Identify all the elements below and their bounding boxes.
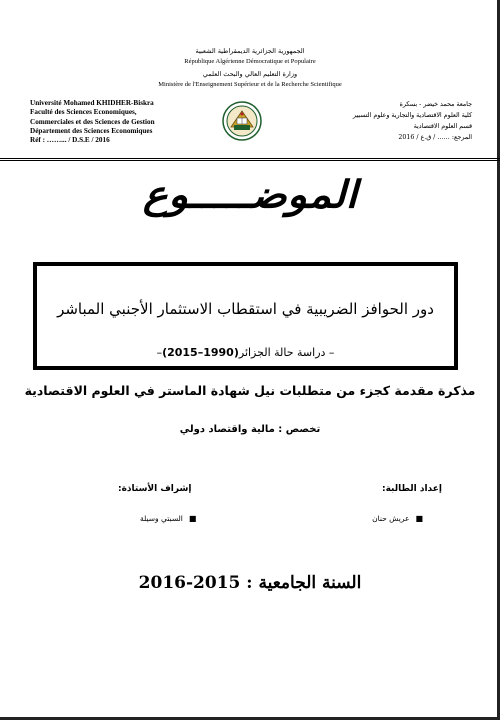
specialization: تخصص : مالية واقتصاد دولي (179, 424, 321, 435)
student-entry (372, 514, 423, 523)
university-block-fr (30, 99, 230, 145)
reference-fr: Réf : ……... / D.S.E / 2016 (30, 136, 110, 145)
faculty-name-fr-2: Commerciales et des Sciences de Gestion (30, 117, 155, 126)
case-study-line (37, 346, 454, 359)
academic-year: السنة الجامعية : 2015-2016 (138, 573, 362, 593)
department-name-ar: قسم العلوم الاقتصادية (413, 123, 472, 130)
case-study-suffix: – (156, 346, 163, 359)
thesis-title-box (33, 262, 458, 370)
faculty-name-ar: كلية العلوم الاقتصادية والتجارية وعلوم التسيير (352, 112, 472, 119)
student-label: إعداد الطالبة: (382, 484, 442, 494)
supervisor-label: إشراف الأستاذة: (118, 484, 192, 494)
bullet-icon: ■ (415, 514, 423, 523)
faculty-name-fr-1: Faculté des Sciences Economiques, (30, 108, 137, 117)
memo-statement: مذكرة مقدمة كجزء من متطلبات نيل شهادة الماستر في العلوم الاقتصادية (24, 383, 476, 398)
ministry-fr: Ministère de l'Enseignement Supérieur et de la Recherche Scientifique (158, 81, 342, 88)
bullet-icon: ■ (188, 514, 197, 523)
case-study-prefix: – دراسة حالة الجزائر (238, 346, 335, 359)
university-logo (222, 101, 262, 141)
thesis-title: دور الحوافز الضريبية في استقطاب الاستثمار الأجنبي المباشر (57, 300, 434, 318)
ministry-ar: وزارة التعليم العالي والبحث العلمي (202, 70, 298, 78)
supervisor-entry (140, 514, 196, 523)
university-block-ar (312, 99, 472, 143)
republic-ar: الجمهورية الجزائرية الديمقراطية الشعبية (195, 47, 305, 55)
case-study-years: (1990–2015) (162, 346, 239, 359)
university-name-fr: Université Mohamed KHIDHER-Biskra (30, 99, 154, 107)
department-name-fr: Département des Sciences Economiques (30, 126, 153, 135)
student-name: عريش حنان (372, 514, 410, 523)
republic-fr: République Algérienne Démocratique et Populaire (184, 58, 316, 65)
university-name-ar: جامعة محمد خيضر - بسكرة (399, 101, 472, 108)
subject-heading: الموضـــــوع (142, 172, 358, 217)
supervisor-name: السبتي وسيلة (140, 514, 183, 523)
header-separator (0, 158, 500, 161)
reference-ar: المرجع: …… / ق.ع / 2016 (398, 134, 472, 141)
